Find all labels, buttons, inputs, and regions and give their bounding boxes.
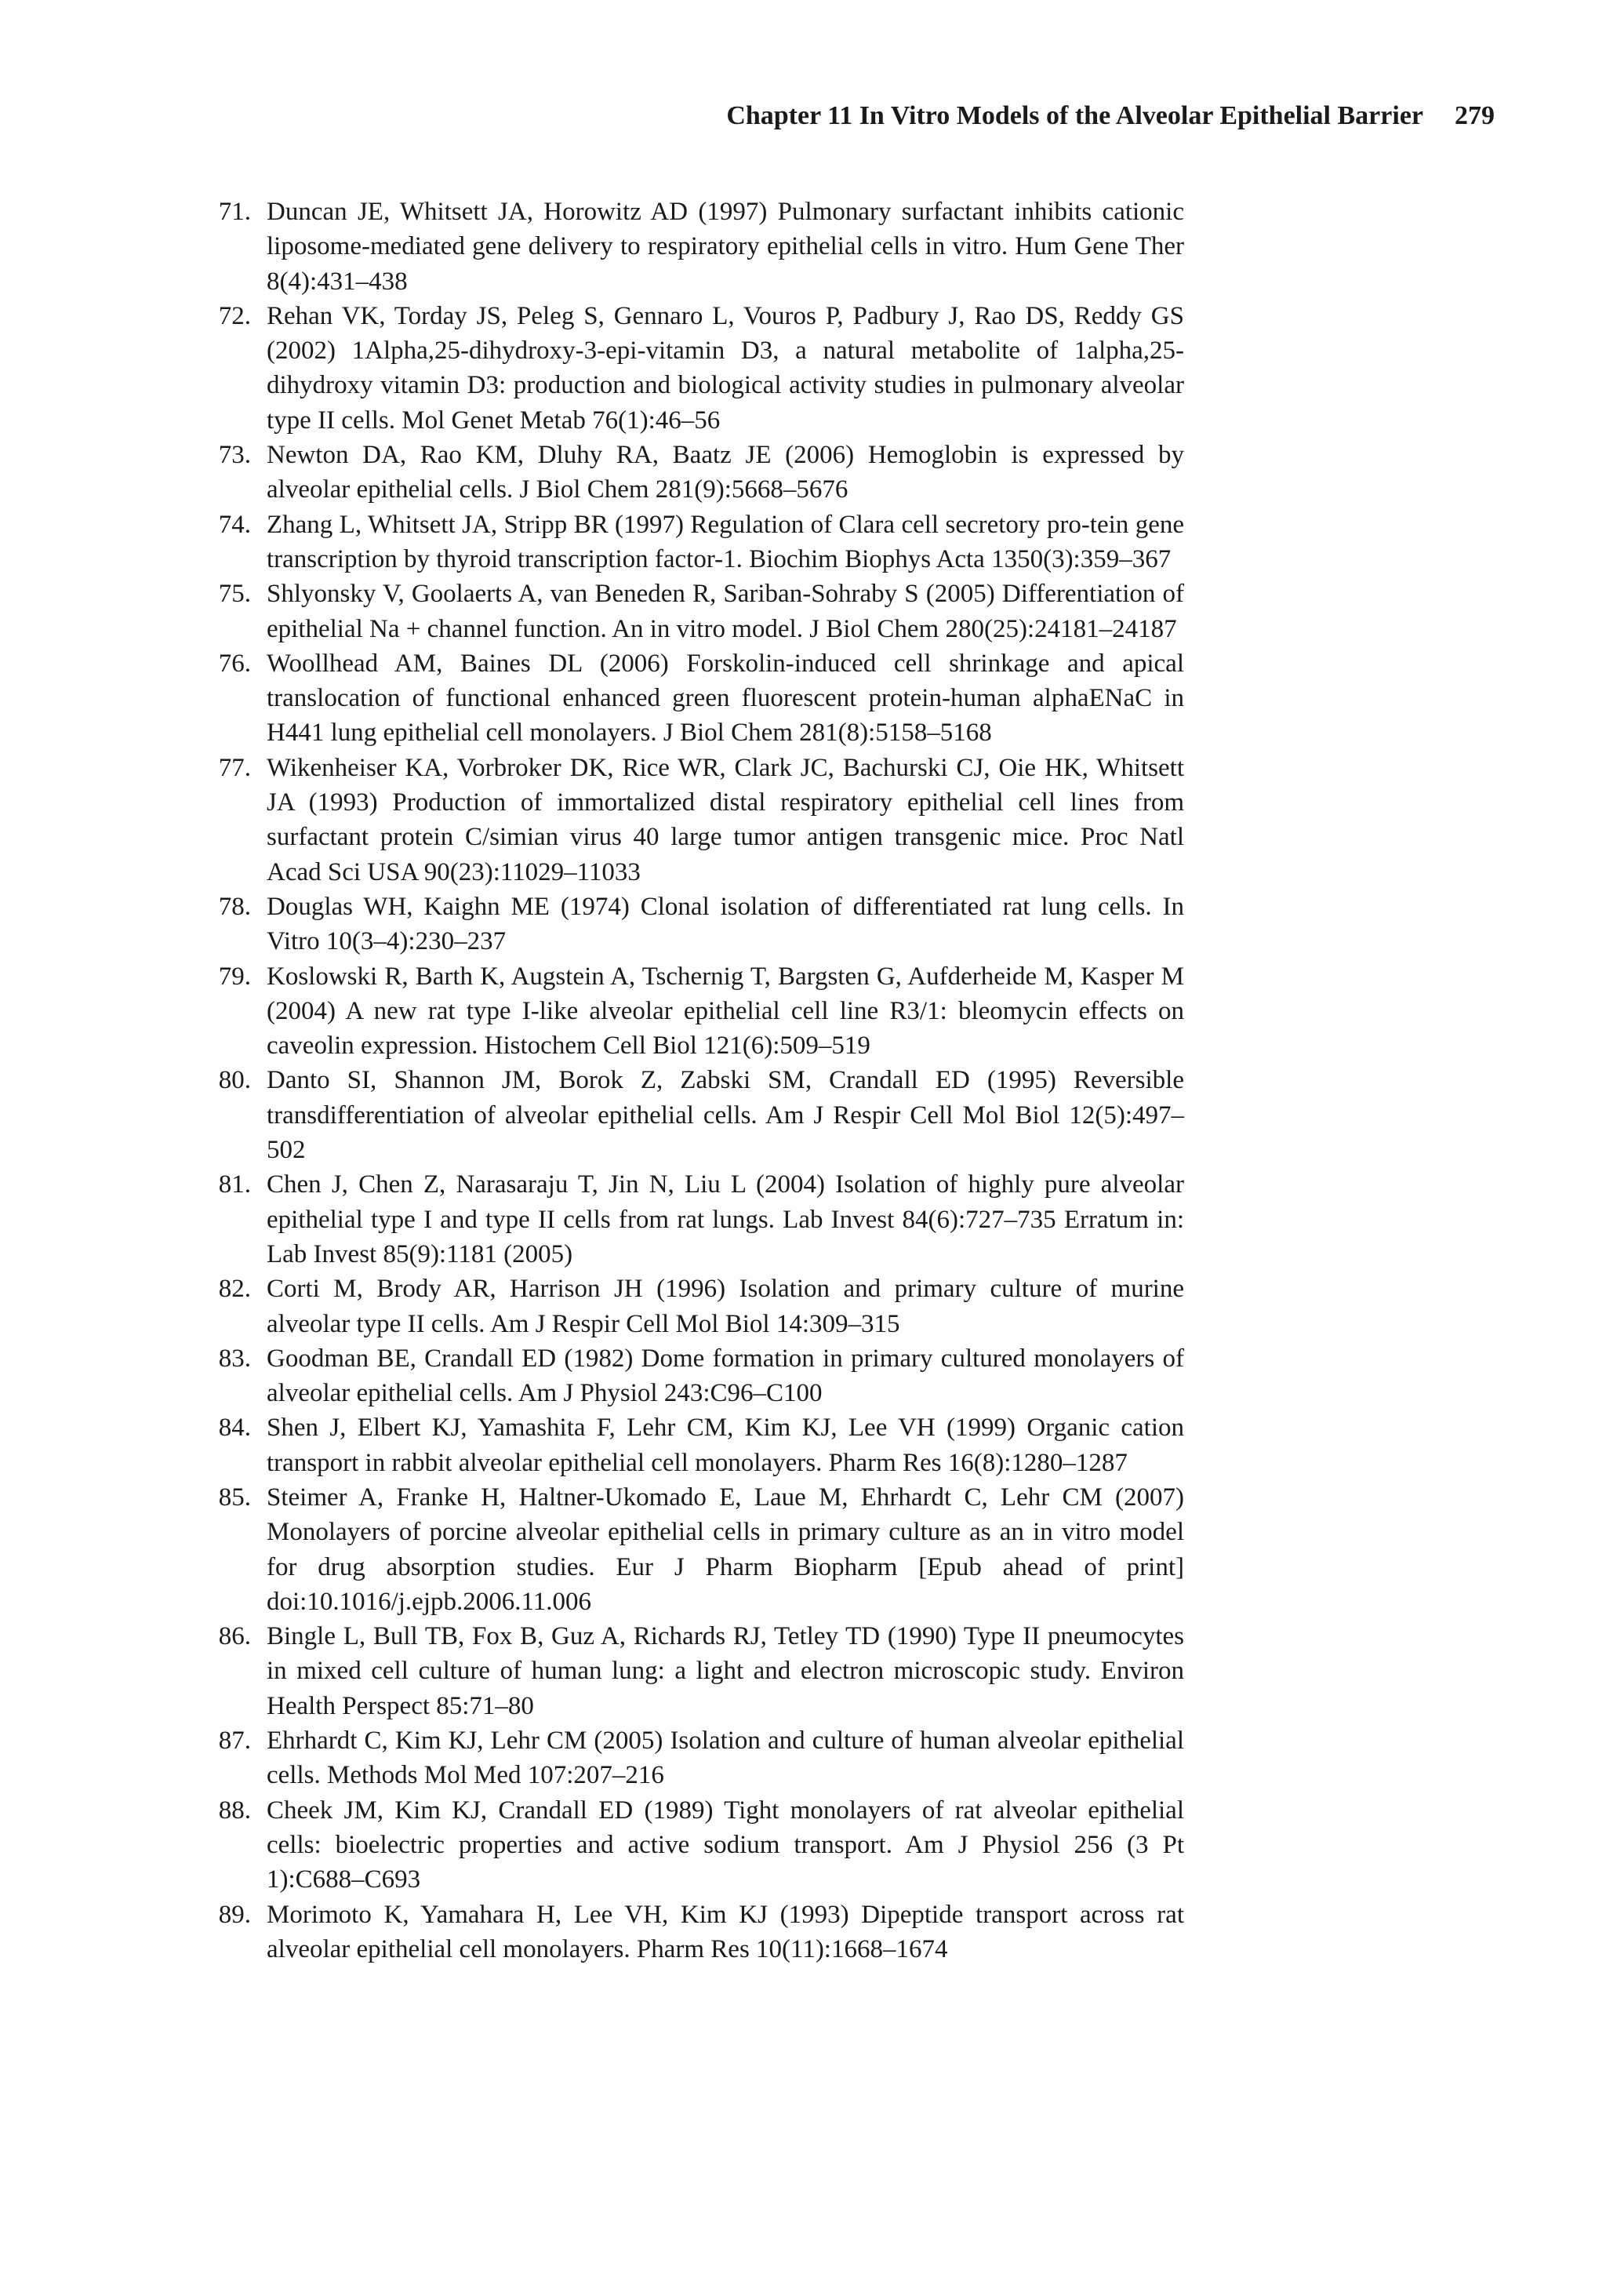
reference-text: Woollhead AM, Baines DL (2006) Forskolin-induced cell shrinkage and apical translocation of functional enhanced green fluorescent protein-human alphaENaC in H441 lung epithelial cell monolayers. J Biol Chem 281(8):5158–5168 (267, 649, 1184, 748)
reference-text: Bingle L, Bull TB, Fox B, Guz A, Richards RJ, Tetley TD (1990) Type II pneumocytes in mixed cell culture of human lung: a light and electron microscopic study. Environ Health Perspect 85:71–80 (267, 1622, 1184, 1720)
reference-text: Shen J, Elbert KJ, Yamashita F, Lehr CM, Kim KJ, Lee VH (1999) Organic cation transport in rabbit alveolar epithelial cell monolayers. Pharm Res 16(8):1280–1287 (267, 1414, 1184, 1477)
reference-number: 85. (218, 1483, 251, 1512)
reference-text: Goodman BE, Crandall ED (1982) Dome formation in primary cultured monolayers of alveolar epithelial cells. Am J Physiol 243:C96–C100 (267, 1344, 1184, 1408)
reference-text: Douglas WH, Kaighn ME (1974) Clonal isolation of differentiated rat lung cells. In Vitro 10(3–4):230–237 (267, 892, 1184, 956)
reference-item (210, 646, 1184, 751)
reference-list (210, 195, 1184, 1967)
reference-number: 79. (218, 962, 251, 991)
reference-number: 84. (218, 1414, 251, 1443)
reference-number: 78. (218, 892, 251, 921)
reference-item (210, 195, 1184, 299)
reference-number: 74. (218, 510, 251, 539)
reference-item (210, 299, 1184, 438)
reference-number: 77. (218, 753, 251, 782)
reference-item (210, 1410, 1184, 1480)
reference-text: Morimoto K, Yamahara H, Lee VH, Kim KJ (1993) Dipeptide transport across rat alveolar epithelial cell monolayers. Pharm Res 10(11):1668–1674 (267, 1900, 1184, 1963)
reference-text: Rehan VK, Torday JS, Peleg S, Gennaro L, Vouros P, Padbury J, Rao DS, Reddy GS (2002) 1Alpha,25-dihydroxy-3-epi-vitamin D3, a natural metabolite of 1alpha,25-dihydroxy vitamin D3: production and biological activity studies in pulmonary alveolar type II cells. Mol Genet Metab 76(1):46–56 (267, 301, 1184, 435)
reference-number: 81. (218, 1170, 251, 1199)
reference-item (210, 890, 1184, 959)
reference-item (210, 959, 1184, 1064)
reference-number: 87. (218, 1727, 251, 1756)
reference-item (210, 1619, 1184, 1723)
reference-number: 76. (218, 649, 251, 678)
reference-item (210, 1793, 1184, 1898)
reference-number: 89. (218, 1900, 251, 1929)
reference-item (210, 1167, 1184, 1272)
reference-text: Duncan JE, Whitsett JA, Horowitz AD (1997) Pulmonary surfactant inhibits cationic liposome-mediated gene delivery to respiratory epithelial cells in vitro. Hum Gene Ther 8(4):431–438 (267, 198, 1184, 296)
reference-item (210, 438, 1184, 508)
page-number: 279 (1455, 101, 1495, 130)
reference-text: Cheek JM, Kim KJ, Crandall ED (1989) Tight monolayers of rat alveolar epithelial cells: bioelectric properties and active sodium transport. Am J Physiol 256 (3 Pt 1):C688–C693 (267, 1796, 1184, 1894)
reference-text: Danto SI, Shannon JM, Borok Z, Zabski SM, Crandall ED (1995) Reversible transdifferentiation of alveolar epithelial cells. Am J Respir Cell Mol Biol 12(5):497–502 (267, 1066, 1184, 1165)
reference-item (210, 1723, 1184, 1793)
reference-item (210, 1480, 1184, 1619)
reference-item (210, 1063, 1184, 1167)
reference-text: Steimer A, Franke H, Haltner-Ukomado E, Laue M, Ehrhardt C, Lehr CM (2007) Monolayers of porcine alveolar epithelial cells in primary culture as an in vitro model for drug absorption studies. Eur J Pharm Biopharm [Epub ahead of print] doi:10.1016/j.ejpb.2006.11.006 (267, 1483, 1184, 1616)
reference-number: 75. (218, 580, 251, 609)
reference-item (210, 1272, 1184, 1341)
reference-number: 71. (218, 198, 251, 226)
reference-number: 73. (218, 441, 251, 470)
reference-text: Corti M, Brody AR, Harrison JH (1996) Isolation and primary culture of murine alveolar type II cells. Am J Respir Cell Mol Biol 14:309–315 (267, 1275, 1184, 1338)
reference-item (210, 508, 1184, 577)
reference-item (210, 1898, 1184, 1967)
running-head (726, 100, 1495, 132)
reference-text: Zhang L, Whitsett JA, Stripp BR (1997) Regulation of Clara cell secretory pro-tein gene transcription by thyroid transcription factor-1. Biochim Biophys Acta 1350(3):359–367 (267, 510, 1184, 573)
reference-text: Koslowski R, Barth K, Augstein A, Tschernig T, Bargsten G, Aufderheide M, Kasper M (2004) A new rat type I-like alveolar epithelial cell line R3/1: bleomycin effects on caveolin expression. Histochem Cell Biol 121(6):509–519 (267, 962, 1184, 1061)
reference-item (210, 1341, 1184, 1411)
reference-item (210, 751, 1184, 890)
reference-number: 83. (218, 1344, 251, 1373)
reference-text: Newton DA, Rao KM, Dluhy RA, Baatz JE (2006) Hemoglobin is expressed by alveolar epithelial cells. J Biol Chem 281(9):5668–5676 (267, 441, 1184, 504)
reference-number: 82. (218, 1275, 251, 1304)
reference-number: 72. (218, 301, 251, 330)
running-title: Chapter 11 In Vitro Models of the Alveolar Epithelial Barrier (726, 101, 1423, 130)
reference-number: 80. (218, 1066, 251, 1095)
reference-text: Shlyonsky V, Goolaerts A, van Beneden R, Sariban-Sohraby S (2005) Differentiation of epithelial Na + channel function. An in vitro model. J Biol Chem 280(25):24181–24187 (267, 580, 1184, 643)
reference-number: 86. (218, 1622, 251, 1651)
reference-item (210, 577, 1184, 646)
reference-text: Wikenheiser KA, Vorbroker DK, Rice WR, Clark JC, Bachurski CJ, Oie HK, Whitsett JA (1993) Production of immortalized distal respiratory epithelial cell lines from surfactant protein C/simian virus 40 large tumor antigen transgenic mice. Proc Natl Acad Sci USA 90(23):11029–11033 (267, 753, 1184, 886)
reference-text: Ehrhardt C, Kim KJ, Lehr CM (2005) Isolation and culture of human alveolar epithelial cells. Methods Mol Med 107:207–216 (267, 1727, 1184, 1790)
reference-text: Chen J, Chen Z, Narasaraju T, Jin N, Liu L (2004) Isolation of highly pure alveolar epithelial type I and type II cells from rat lungs. Lab Invest 84(6):727–735 Erratum in: Lab Invest 85(9):1181 (2005) (267, 1170, 1184, 1268)
reference-number: 88. (218, 1796, 251, 1825)
